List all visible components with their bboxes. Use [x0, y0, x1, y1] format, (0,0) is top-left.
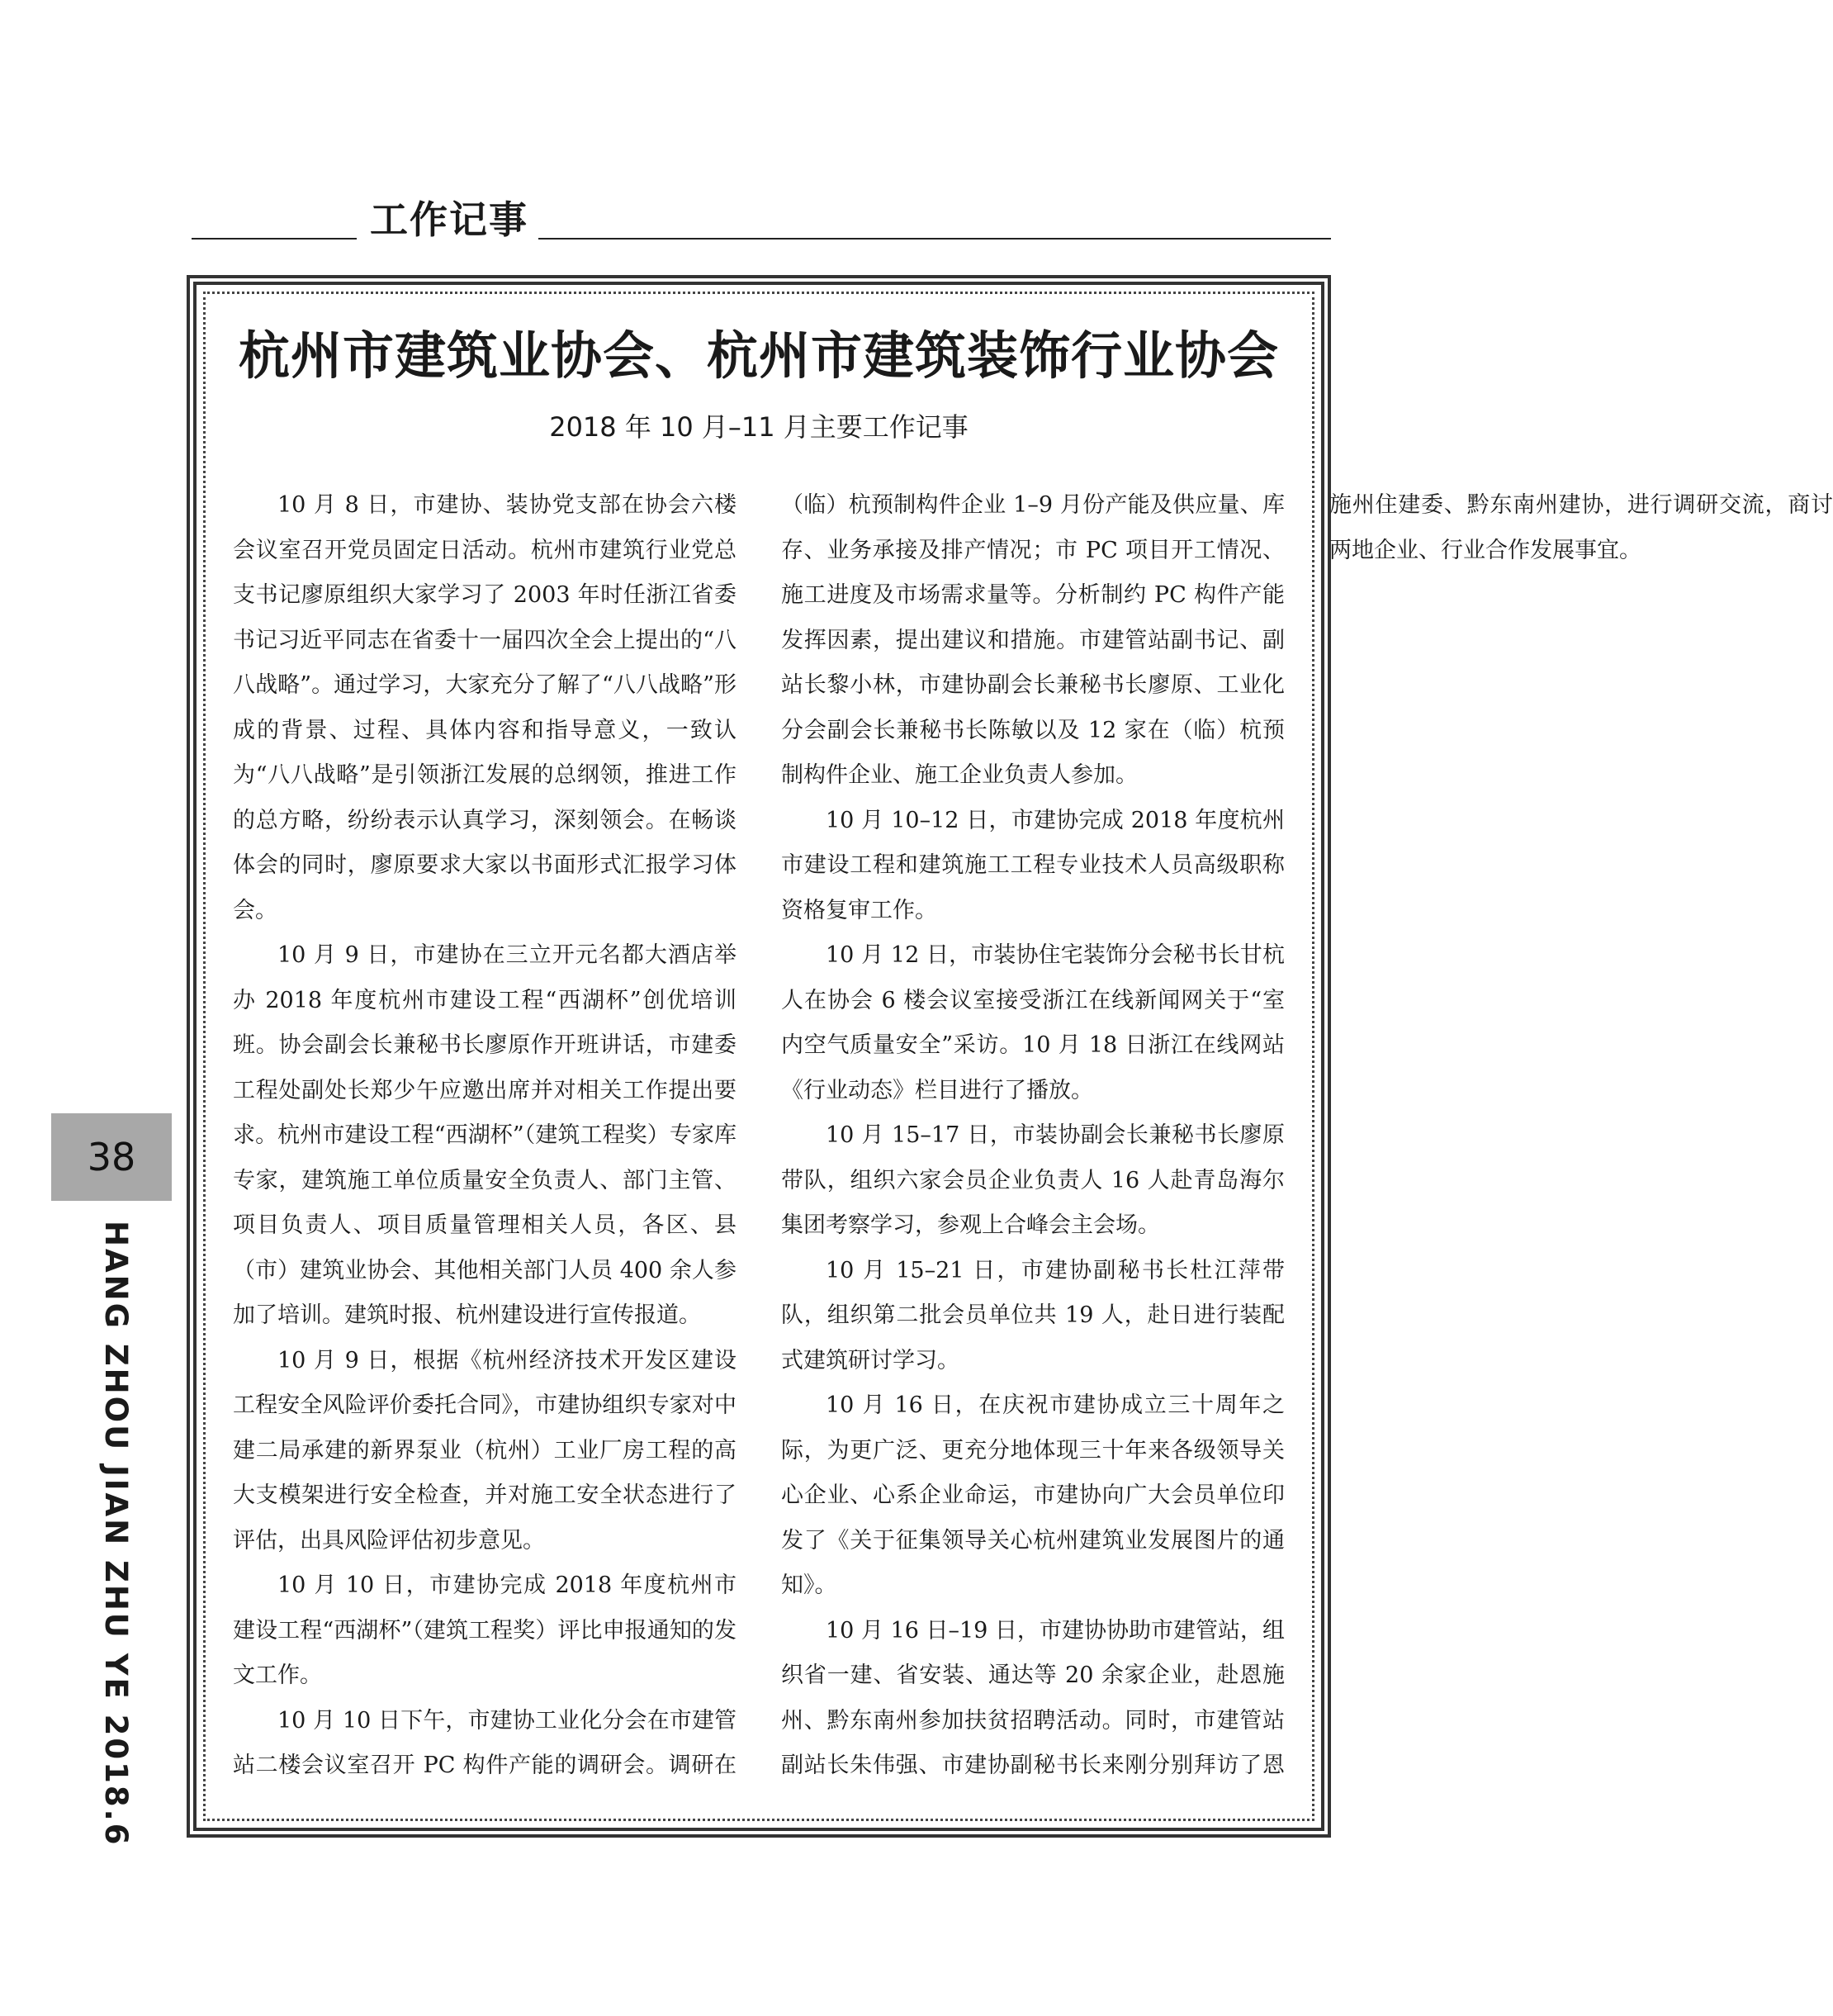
article-title: 杭州市建筑业协会、杭州市建筑装饰行业协会: [238, 325, 1279, 386]
paragraph: 10 月 9 日，市建协在三立开元名都大酒店举办 2018 年度杭州市建设工程“西湖杯”创优培训班。协会副会长兼秘书长廖原作开班讲话，市建委工程处副处长郑少午应邀出席并对相关工作提出要求。杭州市建设工程“西湖杯”（建筑工程奖）专家库专家，建筑施工单位质量安全负责人、部门主管、项目负责人、项目质量管理相关人员，各区、县（市）建筑业协会、其他相关部门人员 400 余人参加了培训。建筑时报、杭州建设进行宣传报道。: [233, 942, 737, 1328]
header-rule-right: [538, 238, 1331, 240]
article-body: [233, 483, 1833, 1795]
paragraph: 10 月 16 日，在庆祝市建协成立三十周年之际，为更广泛、更充分地体现三十年来各级领导关心企业、心系企业命运，市建协向广大会员单位印发了《关于征集领导关心杭州建筑业发展图片的通知》。: [781, 1392, 1285, 1598]
page-number: 38: [51, 1113, 172, 1201]
article-subtitle: 2018 年 10 月–11 月主要工作记事: [549, 411, 969, 443]
paragraph: 10 月 12 日，市装协住宅装饰分会秘书长甘杭人在协会 6 楼会议室接受浙江在线新闻网关于“室内空气质量安全”采访。10 月 18 日浙江在线网站《行业动态》栏目进行了播放。: [781, 942, 1285, 1103]
magazine-issue-label: HANG ZHOU JIAN ZHU YE 2018.6: [98, 1221, 134, 1848]
paragraph: 10 月 15–17 日，市装协副会长兼秘书长廖原带队，组织六家会员企业负责人 16 人赴青岛海尔集团考察学习，参观上合峰会主会场。: [781, 1122, 1285, 1238]
paragraph: 10 月 15–21 日，市建协副秘书长杜江萍带队，组织第二批会员单位共 19 人，赴日进行装配式建筑研讨学习。: [781, 1257, 1285, 1373]
article-frame: [187, 275, 1833, 1838]
section-title: 工作记事: [370, 197, 528, 242]
section-header: [192, 197, 1331, 243]
paragraph: 10 月 10 日下午，市建协工业化分会在市建管站二楼会议室召开 PC 构件产能的调研会。调研在（临）杭预制构件企业 1–9 月份产能及供应量、库存、业务承接及排产情况；市 PC 项目开工情况、施工进度及市场需求量等。分析制约 PC 构件产能发挥因素，提出建议和措施。市建管站副书记、副站长黎小林，市建协副会长兼秘书长廖原、工业化分会副会长兼秘书长陈敏以及 12 家在（临）杭预制构件企业、施工企业负责人参加。: [233, 492, 1285, 1778]
paragraph: 10 月 10–12 日，市建协完成 2018 年度杭州市建设工程和建筑施工工程专业技术人员高级职称资格复审工作。: [781, 807, 1285, 923]
paragraph: 10 月 8 日，市建协、装协党支部在协会六楼会议室召开党员固定日活动。杭州市建筑行业党总支书记廖原组织大家学习了 2003 年时任浙江省委书记习近平同志在省委十一届四次全会上提出的“八八战略”。通过学习，大家充分了解了“八八战略”形成的背景、过程、具体内容和指导意义，一致认为“八八战略”是引领浙江发展的总纲领，推进工作的总方略，纷纷表示认真学习，深刻领会。在畅谈体会的同时，廖原要求大家以书面形式汇报学习体会。: [233, 492, 737, 923]
paragraph: 10 月 16 日–19 日，市建协协助市建管站，组织省一建、省安装、通达等 20 余家企业，赴恩施州、黔东南州参加扶贫招聘活动。同时，市建管站副站长朱伟强、市建协副秘书长来刚分别拜访了恩施州住建委、黔东南州建协，进行调研交流，商讨两地企业、行业合作发展事宜。: [781, 492, 1833, 1778]
paragraph: 10 月 10 日，市建协完成 2018 年度杭州市建设工程“西湖杯”（建筑工程奖）评比申报通知的发文工作。: [233, 1572, 737, 1688]
header-rule-left: [192, 238, 357, 240]
paragraph: 10 月 9 日，根据《杭州经济技术开发区建设工程安全风险评价委托合同》，市建协组织专家对中建二局承建的新界泵业（杭州）工业厂房工程的高大支模架进行安全检查，并对施工安全状态进行了评估，出具风险评估初步意见。: [233, 1347, 737, 1554]
